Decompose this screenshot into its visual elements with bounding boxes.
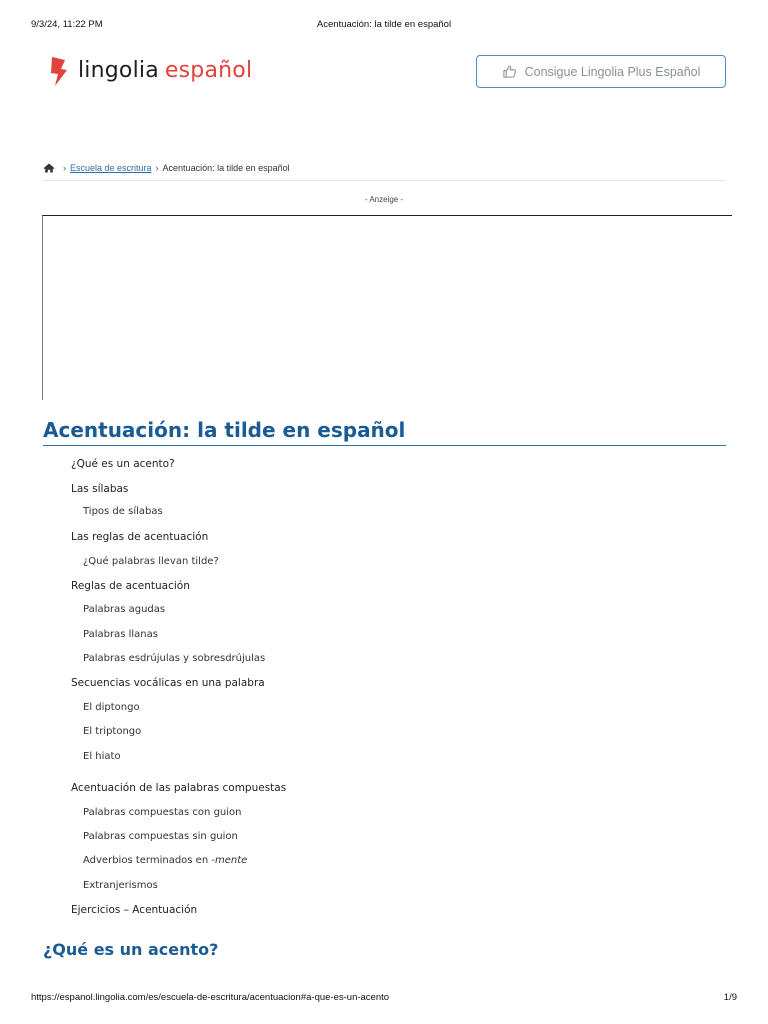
site-logo[interactable] (48, 54, 252, 88)
toc-item[interactable]: Ejercicios – Acentuación (71, 904, 198, 916)
logo-lang: español (164, 58, 253, 83)
toc-subitem[interactable]: Palabras esdrújulas y sobresdrújulas (83, 653, 266, 664)
toc-subitem[interactable]: El triptongo (83, 726, 142, 737)
home-icon[interactable] (43, 163, 55, 173)
toc-subitem[interactable]: Palabras compuestas con guion (83, 807, 242, 818)
print-page-number: 1/9 (723, 992, 737, 1003)
breadcrumb-separator: › (63, 163, 66, 173)
print-date: 9/3/24, 11:22 PM (31, 19, 103, 30)
page-title: Acentuación: la tilde en español (43, 418, 726, 446)
toc-item[interactable]: Las reglas de acentuación (71, 531, 209, 543)
toc-subitem[interactable]: El diptongo (83, 702, 140, 713)
toc-subitem[interactable]: Adverbios terminados en -mente (83, 855, 248, 866)
toc-subitem[interactable]: Palabras llanas (83, 629, 158, 640)
toc-item[interactable]: Secuencias vocálicas en una palabra (71, 677, 265, 689)
thumbs-up-icon (502, 64, 517, 79)
logo-text (78, 60, 252, 82)
toc-item[interactable]: ¿Qué es un acento? (71, 458, 175, 470)
section-title: ¿Qué es un acento? (43, 940, 219, 959)
toc-subitem[interactable]: Palabras compuestas sin guion (83, 831, 238, 842)
toc-subitem[interactable]: Extranjerismos (83, 880, 158, 891)
ad-label: - Anzeige - (364, 195, 404, 204)
toc-subitem[interactable]: ¿Qué palabras llevan tilde? (83, 556, 219, 567)
logo-brand: lingolia (78, 58, 159, 83)
print-doc-title: Acentuación: la tilde en español (316, 19, 452, 30)
toc-subitem[interactable]: Palabras agudas (83, 604, 166, 615)
lingolia-logo-icon (48, 55, 70, 87)
breadcrumb (43, 158, 726, 181)
toc-subitem[interactable]: Tipos de sílabas (83, 506, 163, 517)
ad-frame (42, 215, 732, 400)
plus-button-label: Consigue Lingolia Plus Español (524, 64, 701, 79)
print-footer (31, 992, 737, 1006)
lingolia-plus-button[interactable] (476, 55, 726, 88)
toc-item[interactable]: Las sílabas (71, 483, 129, 495)
breadcrumb-current: Acentuación: la tilde en español (162, 163, 290, 173)
toc-item[interactable]: Acentuación de las palabras compuestas (71, 782, 287, 794)
breadcrumb-separator: › (155, 163, 159, 173)
breadcrumb-link-escuela[interactable]: Escuela de escritura (70, 163, 152, 173)
print-url: https://espanol.lingolia.com/es/escuela-de-escritura/acentuacion#a-que-es-un-acento (31, 992, 390, 1003)
toc-item[interactable]: Reglas de acentuación (71, 580, 190, 592)
toc-subitem[interactable]: El hiato (83, 751, 121, 762)
print-header (31, 19, 737, 33)
